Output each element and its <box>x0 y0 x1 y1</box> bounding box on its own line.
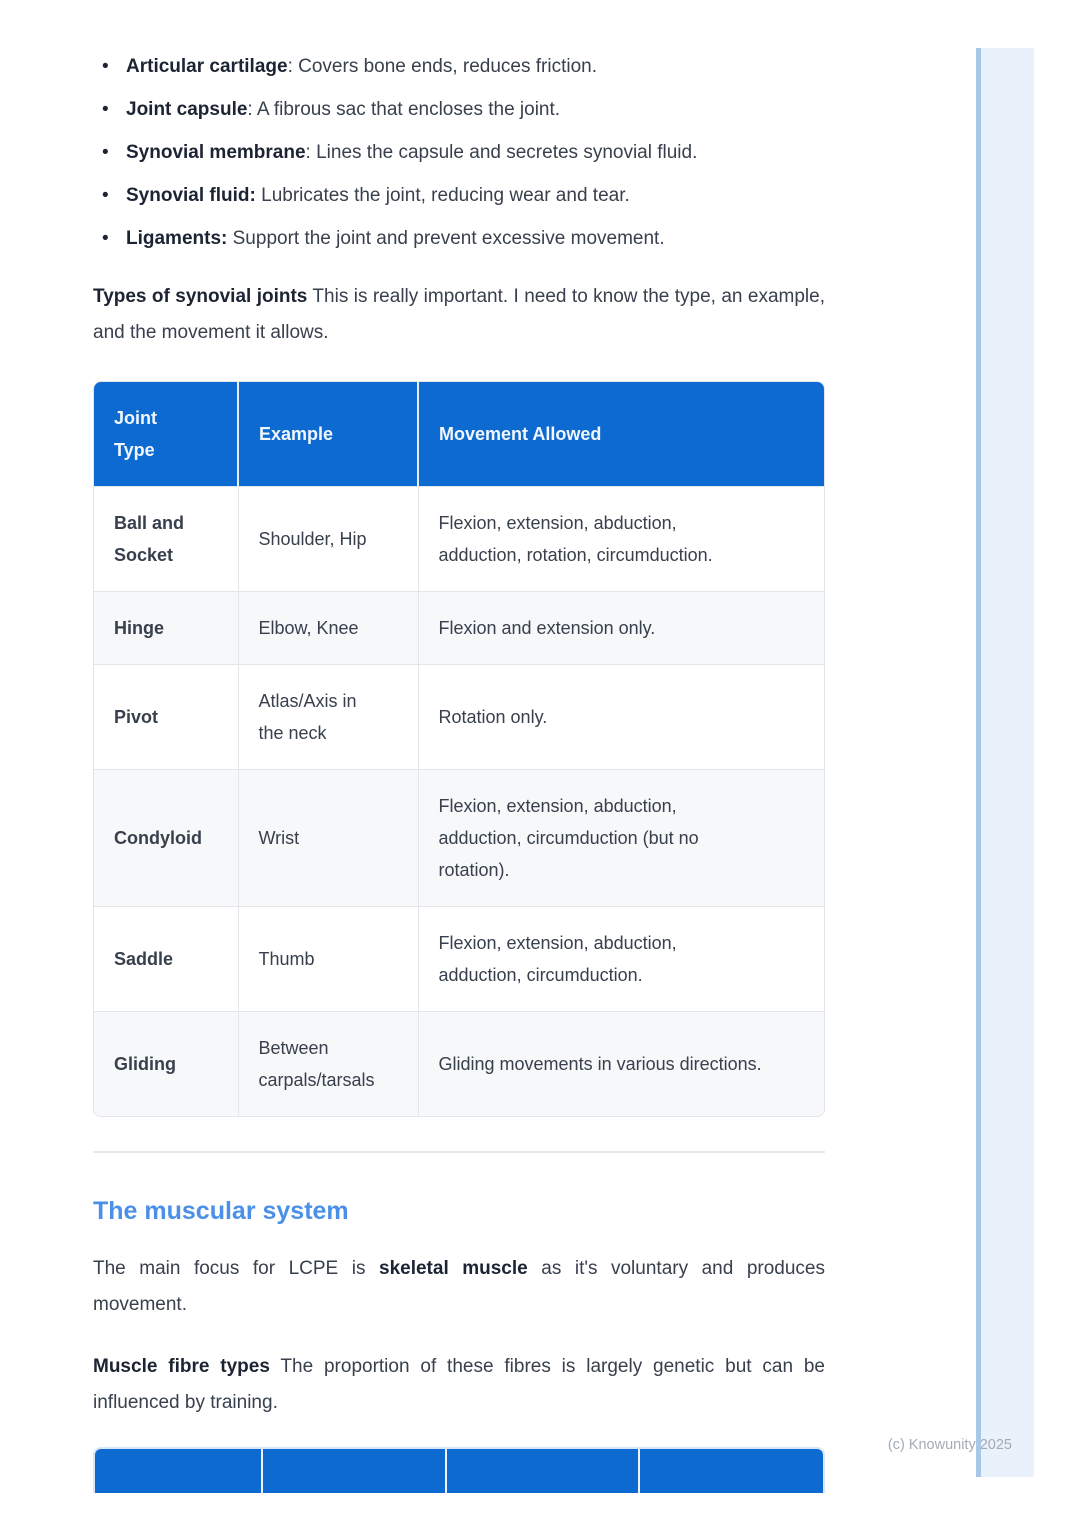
cell-text: Rotation only. <box>438 707 548 727</box>
list-item-term: Synovial membrane <box>126 142 306 163</box>
table-header-row <box>94 382 824 487</box>
joints-table-header <box>94 382 824 487</box>
cell-text: Flexion and extension only. <box>438 618 656 638</box>
types-of-synovial-joints-paragraph <box>93 279 825 351</box>
cell-text: Flexion, extension, abduction, adduction, rotation, circumduction. <box>438 513 713 565</box>
fibre-table-header-band <box>93 1447 825 1493</box>
column-header-example <box>238 382 418 487</box>
joints-table <box>94 382 824 1116</box>
cell-movement <box>418 770 824 907</box>
table-row <box>94 487 824 592</box>
list-item <box>93 93 825 126</box>
list-item-term: Joint capsule <box>126 99 248 120</box>
list-item <box>93 179 825 212</box>
page-content <box>93 0 825 1493</box>
cell-example <box>238 665 418 770</box>
cell-example <box>238 907 418 1012</box>
column-header-label: Example <box>259 424 334 444</box>
cell-joint-type: Ball and Socket <box>94 487 238 592</box>
cell-text: Flexion, extension, abduction, adduction, circumduction. <box>438 933 677 985</box>
fibre-table-header-cell <box>445 1449 638 1493</box>
cell-example <box>238 770 418 907</box>
list-item-term: Articular cartilage <box>126 56 288 77</box>
muscle-fibre-types-paragraph <box>93 1349 825 1421</box>
table-row <box>94 665 824 770</box>
paragraph-text: This is really important. I need to know the type, an example, and the movement it allows. <box>93 286 825 343</box>
cell-text: Elbow, Knee <box>258 618 359 638</box>
fibre-table-header-cell <box>261 1449 445 1493</box>
cell-text: Flexion, extension, abduction, adduction, circumduction (but no rotation). <box>438 796 699 880</box>
paragraph-text: The proportion of these fibres is largely genetic but can be influenced by training. <box>93 1356 825 1413</box>
cell-example <box>238 1012 418 1117</box>
column-header-label: Joint Type <box>114 408 157 460</box>
cell-joint-type: Pivot <box>94 665 238 770</box>
list-item-term: Synovial fluid: <box>126 185 256 206</box>
paragraph-text: The main focus for LCPE is <box>93 1258 379 1279</box>
column-header-joint-type <box>94 382 238 487</box>
fibre-table-header-cell <box>638 1449 823 1493</box>
list-item-text: : Lines the capsule and secretes synovial fluid. <box>305 142 698 163</box>
paragraph-text: as it's voluntary and produces movement. <box>93 1258 825 1315</box>
paragraph-bold-term: skeletal muscle <box>379 1258 528 1279</box>
cell-example <box>238 487 418 592</box>
list-item-term: Ligaments: <box>126 228 228 249</box>
cell-text: Between carpals/tarsals <box>258 1038 375 1090</box>
knowunity-watermark: (c) Knowunity 2025 <box>887 1437 1012 1453</box>
cell-text: Gliding movements in various directions. <box>438 1054 762 1074</box>
cell-joint-type: Gliding <box>94 1012 238 1117</box>
synovial-joint-structures-list <box>93 50 825 255</box>
table-row <box>94 592 824 665</box>
cell-movement <box>418 592 824 665</box>
muscular-system-paragraph <box>93 1251 825 1323</box>
cell-text: Shoulder, Hip <box>258 529 367 549</box>
fibre-table-header-cell <box>95 1449 261 1493</box>
cell-joint-type: Saddle <box>94 907 238 1012</box>
list-item-text: Lubricates the joint, reducing wear and tear. <box>255 185 630 206</box>
section-divider <box>93 1151 825 1153</box>
cell-text: Atlas/Axis in the neck <box>258 691 357 743</box>
paragraph-lead-term: Types of synovial joints <box>93 286 308 307</box>
cell-movement <box>418 1012 824 1117</box>
list-item-text: Support the joint and prevent excessive movement. <box>227 228 665 249</box>
cell-text: Wrist <box>258 828 300 848</box>
cell-joint-type: Hinge <box>94 592 238 665</box>
list-item-text: : Covers bone ends, reduces friction. <box>287 56 598 77</box>
list-item <box>93 222 825 255</box>
cell-joint-type: Condyloid <box>94 770 238 907</box>
cell-text: Thumb <box>258 949 315 969</box>
cell-movement <box>418 487 824 592</box>
list-item-text: : A fibrous sac that encloses the joint. <box>247 99 561 120</box>
right-page-edge-strip <box>976 48 1034 1477</box>
column-header-label: Movement Allowed <box>439 424 602 444</box>
cell-example <box>238 592 418 665</box>
muscular-system-heading: The muscular system <box>93 1197 349 1225</box>
list-item <box>93 50 825 83</box>
table-row <box>94 907 824 1012</box>
cell-movement <box>418 907 824 1012</box>
table-row <box>94 770 824 907</box>
column-header-movement-allowed <box>418 382 824 487</box>
joints-table-body <box>94 487 824 1117</box>
cell-movement <box>418 665 824 770</box>
joints-table-container <box>93 381 825 1117</box>
paragraph-lead-term: Muscle fibre types <box>93 1356 270 1377</box>
table-row <box>94 1012 824 1117</box>
list-item <box>93 136 825 169</box>
